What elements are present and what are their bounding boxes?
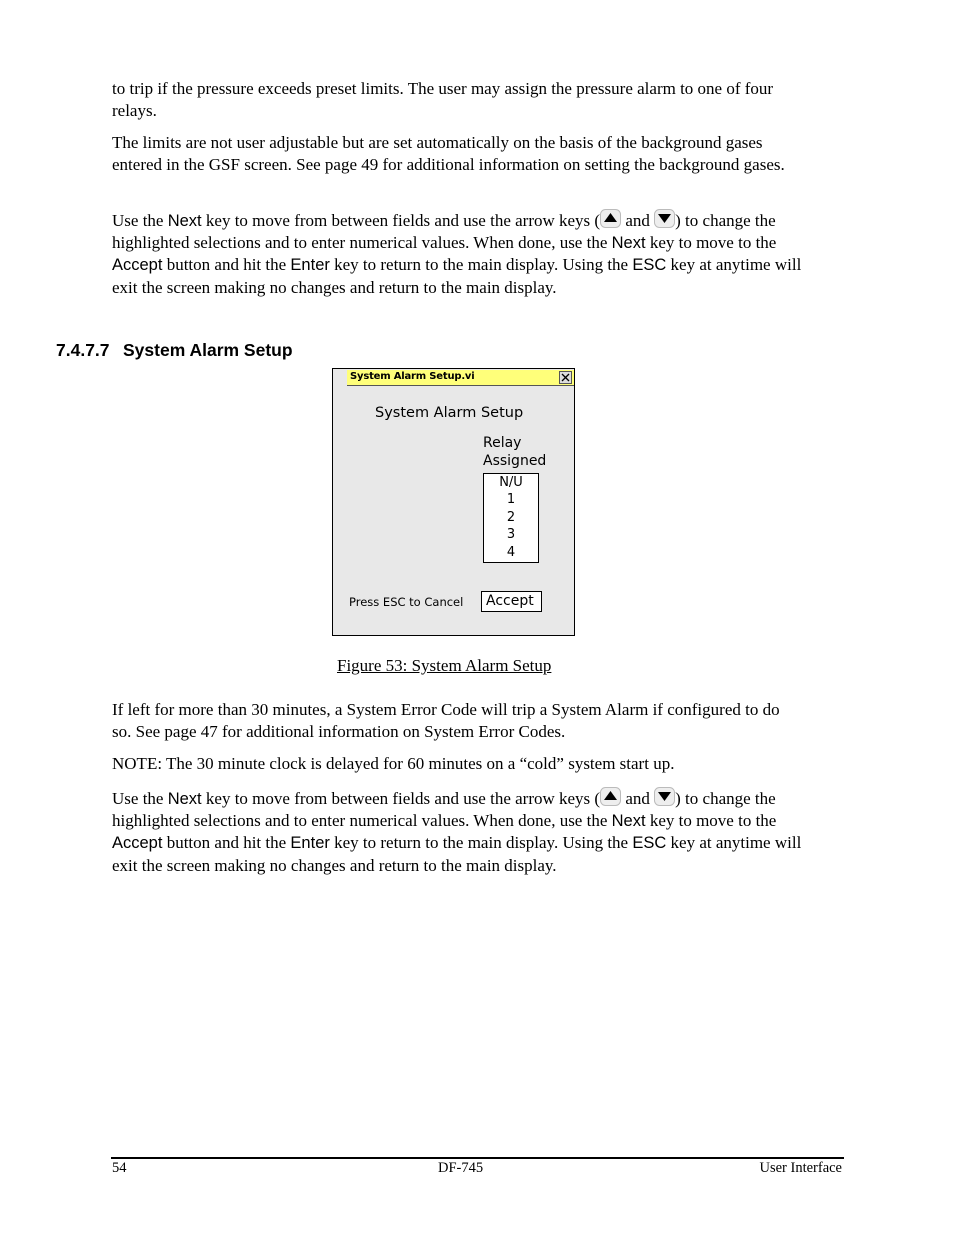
paragraph-system-error: If left for more than 30 minutes, a System Error Code will trip a System Alarm if configured to do so. See page 47 for additional information on System Error Codes. xyxy=(112,700,780,742)
dialog-title: System Alarm Setup xyxy=(375,405,524,421)
section-name: User Interface xyxy=(759,1160,842,1176)
paragraph-pressure-alarm: to trip if the pressure exceeds preset limits. The user may assign the pressure alarm to one of four relays. xyxy=(112,79,774,121)
accept-button[interactable]: Accept xyxy=(481,591,542,612)
close-icon[interactable] xyxy=(559,371,572,384)
footer-divider xyxy=(111,1157,844,1159)
down-arrow-icon xyxy=(654,209,675,228)
relay-assigned-label: Relay Assigned xyxy=(483,435,547,469)
down-arrow-icon xyxy=(654,787,675,806)
dialog-titlebar xyxy=(347,370,574,386)
cancel-hint: Press ESC to Cancel xyxy=(349,595,464,609)
list-item[interactable]: 4 xyxy=(506,544,516,560)
list-item[interactable]: 1 xyxy=(506,492,516,508)
list-item[interactable]: 3 xyxy=(506,527,516,543)
relay-listbox[interactable] xyxy=(483,473,539,563)
paragraph-limits: The limits are not user adjustable but are set automatically on the basis of the background gases entered in the GSF screen. See page 49 for additional information on setting the background gases. xyxy=(112,133,785,175)
figure-caption: Figure 53: System Alarm Setup xyxy=(337,656,552,675)
up-arrow-icon xyxy=(600,787,621,806)
next-key: Next xyxy=(167,212,202,230)
list-item[interactable]: 2 xyxy=(506,509,516,525)
document-id: DF-745 xyxy=(438,1160,484,1176)
list-item[interactable]: N/U xyxy=(499,475,523,490)
system-alarm-setup-dialog xyxy=(332,368,575,636)
paragraph-note: NOTE: The 30 minute clock is delayed for 60 minutes on a “cold” system start up. xyxy=(112,754,675,773)
paragraph-navigation-2: Use the Next key to move from between fields and use the arrow keys ( and ) to change the highlighted selections and to enter numerical values. When done, use the Next key to move to the Accept button and hit the Enter key to return to the main display. Using the ESC key at anytime will exit the screen making no changes and return to the main display. xyxy=(112,789,802,875)
section-heading: 7.4.7.7 System Alarm Setup xyxy=(56,340,293,360)
page-number: 54 xyxy=(112,1160,127,1176)
up-arrow-icon xyxy=(600,209,621,228)
paragraph-navigation-1: Use the Next key to move from between fields and use the arrow keys ( and ) to change the highlighted selections and to enter numerical values. When done, use the Next key to move to the Accept button and hit the Enter key to return to the main display. Using the ESC key at anytime will exit the screen making no changes and return to the main display. xyxy=(112,211,802,297)
window-title: System Alarm Setup.vi xyxy=(350,371,475,382)
